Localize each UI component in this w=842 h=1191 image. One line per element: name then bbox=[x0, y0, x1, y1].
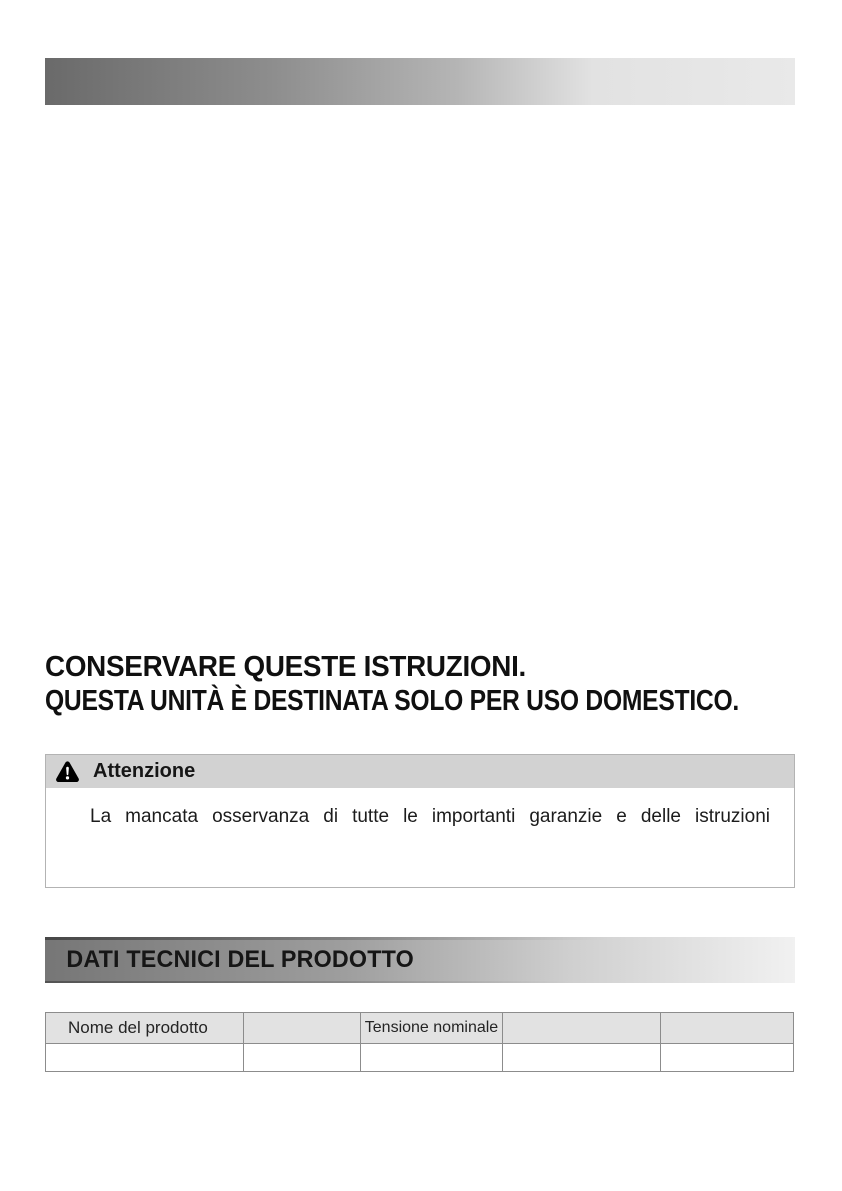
section-header-dati-tecnici bbox=[45, 937, 795, 983]
col-header-rated-voltage: Tensione nominale bbox=[361, 1013, 503, 1044]
col-header-blank-2 bbox=[503, 1013, 661, 1044]
col-header-blank-3 bbox=[661, 1013, 794, 1044]
cell-blank-2 bbox=[503, 1044, 661, 1072]
top-gradient-bar bbox=[45, 58, 795, 105]
cell-product-name bbox=[46, 1044, 244, 1072]
warning-triangle-icon bbox=[55, 760, 80, 783]
table-header-row bbox=[46, 1013, 794, 1044]
warning-header bbox=[46, 755, 794, 788]
section-title: DATI TECNICI DEL PRODOTTO bbox=[66, 946, 414, 973]
cell-blank-1 bbox=[244, 1044, 361, 1072]
table-row bbox=[46, 1044, 794, 1072]
heading-line-2: QUESTA UNITÀ È DESTINATA SOLO PER USO DOMESTICO. bbox=[45, 685, 739, 717]
warning-title: Attenzione bbox=[93, 760, 196, 782]
warning-body-text: La mancata osservanza di tutte le importanti garanzie e delle istruzioni bbox=[90, 806, 770, 827]
heading-line-1: CONSERVARE QUESTE ISTRUZIONI. bbox=[45, 651, 526, 683]
cell-rated-voltage bbox=[361, 1044, 503, 1072]
warning-box bbox=[45, 754, 795, 888]
col-header-blank-1 bbox=[244, 1013, 361, 1044]
product-spec-table bbox=[45, 1012, 794, 1072]
save-instructions-heading bbox=[45, 650, 825, 718]
cell-blank-3 bbox=[661, 1044, 794, 1072]
col-header-product-name: Nome del prodotto bbox=[46, 1013, 244, 1044]
